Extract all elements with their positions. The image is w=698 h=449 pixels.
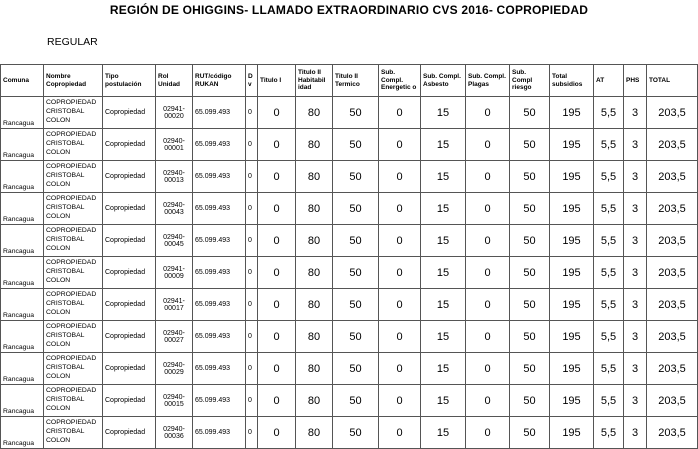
cell-energ: 0 [379,257,421,289]
cell-total_sub: 195 [550,321,594,353]
cell-t2h: 80 [296,289,333,321]
cell-riesgo: 50 [510,97,550,129]
cell-t2t: 50 [333,257,379,289]
cell-t2h: 80 [296,161,333,193]
section-subtitle: REGULAR [47,36,98,48]
table-row [1,129,698,161]
cell-rol: 02940-00013 [156,161,193,193]
cell-at: 5,5 [594,257,624,289]
cell-rut: 65.099.493 [193,321,246,353]
cell-dv: 0 [246,385,258,417]
header-cell: Titulo II Habitabil idad [296,65,333,97]
cell-energ: 0 [379,353,421,385]
cell-t2t: 50 [333,129,379,161]
cell-total: 203,5 [647,353,698,385]
cell-nombre: COPROPIEDAD CRISTOBAL COLON [44,353,103,385]
cell-rut: 65.099.493 [193,353,246,385]
cell-riesgo: 50 [510,257,550,289]
cell-rut: 65.099.493 [193,225,246,257]
cell-phs: 3 [624,321,647,353]
cell-total_sub: 195 [550,417,594,449]
header-cell: Total subsidios [550,65,594,97]
cell-t2t: 50 [333,161,379,193]
cell-total: 203,5 [647,193,698,225]
cell-energ: 0 [379,97,421,129]
cell-total_sub: 195 [550,193,594,225]
cell-tipo: Copropiedad [103,129,156,161]
cell-rol: 02940-00027 [156,321,193,353]
cell-plagas: 0 [466,353,510,385]
cell-at: 5,5 [594,193,624,225]
cell-nombre: COPROPIEDAD CRISTOBAL COLON [44,289,103,321]
cell-phs: 3 [624,353,647,385]
cell-tipo: Copropiedad [103,385,156,417]
cell-dv: 0 [246,353,258,385]
table-row [1,385,698,417]
cell-comuna: Rancagua [1,129,44,161]
cell-comuna: Rancagua [1,193,44,225]
cell-tipo: Copropiedad [103,225,156,257]
cell-rut: 65.099.493 [193,97,246,129]
cell-total: 203,5 [647,257,698,289]
header-cell: AT [594,65,624,97]
cell-riesgo: 50 [510,289,550,321]
cell-t1: 0 [258,417,296,449]
cell-dv: 0 [246,321,258,353]
cell-phs: 3 [624,225,647,257]
cell-riesgo: 50 [510,225,550,257]
cell-t2h: 80 [296,321,333,353]
header-cell: Titulo II Termico [333,65,379,97]
cell-rut: 65.099.493 [193,289,246,321]
cell-t1: 0 [258,385,296,417]
cell-energ: 0 [379,161,421,193]
cell-dv: 0 [246,129,258,161]
subsidy-table [0,64,698,449]
table-row [1,161,698,193]
cell-comuna: Rancagua [1,417,44,449]
cell-plagas: 0 [466,193,510,225]
cell-total: 203,5 [647,225,698,257]
cell-tipo: Copropiedad [103,417,156,449]
cell-at: 5,5 [594,225,624,257]
cell-total: 203,5 [647,161,698,193]
cell-plagas: 0 [466,417,510,449]
cell-nombre: COPROPIEDAD CRISTOBAL COLON [44,385,103,417]
cell-energ: 0 [379,129,421,161]
cell-phs: 3 [624,289,647,321]
cell-comuna: Rancagua [1,257,44,289]
table-body [1,97,698,449]
header-cell: Nombre Copropiedad [44,65,103,97]
cell-plagas: 0 [466,161,510,193]
cell-rol: 02941-00017 [156,289,193,321]
cell-t1: 0 [258,289,296,321]
cell-t1: 0 [258,257,296,289]
cell-total: 203,5 [647,129,698,161]
cell-t2t: 50 [333,417,379,449]
cell-t2h: 80 [296,129,333,161]
cell-rut: 65.099.493 [193,129,246,161]
cell-rol: 02941-00020 [156,97,193,129]
cell-riesgo: 50 [510,129,550,161]
cell-total_sub: 195 [550,129,594,161]
cell-t1: 0 [258,225,296,257]
cell-tipo: Copropiedad [103,321,156,353]
cell-nombre: COPROPIEDAD CRISTOBAL COLON [44,97,103,129]
cell-plagas: 0 [466,225,510,257]
cell-t1: 0 [258,161,296,193]
cell-asbesto: 15 [421,161,466,193]
cell-riesgo: 50 [510,385,550,417]
cell-rut: 65.099.493 [193,257,246,289]
header-cell: TOTAL [647,65,698,97]
cell-phs: 3 [624,385,647,417]
cell-phs: 3 [624,193,647,225]
cell-nombre: COPROPIEDAD CRISTOBAL COLON [44,193,103,225]
cell-tipo: Copropiedad [103,161,156,193]
cell-asbesto: 15 [421,417,466,449]
cell-comuna: Rancagua [1,353,44,385]
cell-at: 5,5 [594,161,624,193]
cell-energ: 0 [379,193,421,225]
cell-asbesto: 15 [421,353,466,385]
cell-riesgo: 50 [510,417,550,449]
cell-phs: 3 [624,161,647,193]
cell-rol: 02940-00045 [156,225,193,257]
header-cell: Titulo I [258,65,296,97]
table-row [1,257,698,289]
cell-total: 203,5 [647,385,698,417]
cell-t2t: 50 [333,97,379,129]
cell-total_sub: 195 [550,161,594,193]
cell-asbesto: 15 [421,321,466,353]
cell-rol: 02940-00036 [156,417,193,449]
cell-nombre: COPROPIEDAD CRISTOBAL COLON [44,257,103,289]
cell-at: 5,5 [594,353,624,385]
cell-tipo: Copropiedad [103,193,156,225]
cell-comuna: Rancagua [1,321,44,353]
cell-rut: 65.099.493 [193,417,246,449]
cell-rol: 02940-00015 [156,385,193,417]
cell-tipo: Copropiedad [103,97,156,129]
cell-at: 5,5 [594,129,624,161]
cell-rol: 02940-00043 [156,193,193,225]
cell-dv: 0 [246,257,258,289]
cell-riesgo: 50 [510,161,550,193]
cell-asbesto: 15 [421,97,466,129]
cell-at: 5,5 [594,97,624,129]
cell-energ: 0 [379,385,421,417]
cell-asbesto: 15 [421,193,466,225]
cell-at: 5,5 [594,289,624,321]
header-cell: Tipo postulación [103,65,156,97]
cell-rut: 65.099.493 [193,193,246,225]
cell-t2h: 80 [296,97,333,129]
cell-phs: 3 [624,97,647,129]
cell-nombre: COPROPIEDAD CRISTOBAL COLON [44,161,103,193]
cell-plagas: 0 [466,385,510,417]
cell-asbesto: 15 [421,225,466,257]
cell-phs: 3 [624,129,647,161]
header-cell: D v [246,65,258,97]
cell-tipo: Copropiedad [103,353,156,385]
cell-t2t: 50 [333,289,379,321]
cell-nombre: COPROPIEDAD CRISTOBAL COLON [44,129,103,161]
cell-phs: 3 [624,257,647,289]
cell-total_sub: 195 [550,225,594,257]
header-cell: PHS [624,65,647,97]
cell-rol: 02940-00001 [156,129,193,161]
cell-energ: 0 [379,225,421,257]
cell-t2h: 80 [296,417,333,449]
cell-t1: 0 [258,353,296,385]
cell-t2t: 50 [333,385,379,417]
header-cell: Comuna [1,65,44,97]
cell-t2h: 80 [296,257,333,289]
cell-plagas: 0 [466,97,510,129]
cell-total: 203,5 [647,289,698,321]
cell-at: 5,5 [594,321,624,353]
table-row [1,353,698,385]
table-row [1,193,698,225]
cell-t2t: 50 [333,353,379,385]
cell-total_sub: 195 [550,257,594,289]
cell-plagas: 0 [466,129,510,161]
cell-comuna: Rancagua [1,385,44,417]
cell-dv: 0 [246,225,258,257]
header-cell: Sub. Compl. Plagas [466,65,510,97]
cell-plagas: 0 [466,257,510,289]
cell-nombre: COPROPIEDAD CRISTOBAL COLON [44,321,103,353]
cell-t1: 0 [258,97,296,129]
header-cell: RUT/código RUKAN [193,65,246,97]
cell-comuna: Rancagua [1,161,44,193]
cell-riesgo: 50 [510,321,550,353]
cell-asbesto: 15 [421,129,466,161]
cell-t2h: 80 [296,385,333,417]
cell-total: 203,5 [647,321,698,353]
cell-total_sub: 195 [550,353,594,385]
cell-t2t: 50 [333,193,379,225]
cell-t2h: 80 [296,193,333,225]
header-cell: Sub. Compl. Asbesto [421,65,466,97]
table-row [1,97,698,129]
cell-plagas: 0 [466,289,510,321]
header-cell: Rol Unidad [156,65,193,97]
cell-total_sub: 195 [550,289,594,321]
cell-t2h: 80 [296,353,333,385]
table-row [1,321,698,353]
cell-asbesto: 15 [421,257,466,289]
cell-t1: 0 [258,193,296,225]
cell-t2h: 80 [296,225,333,257]
cell-nombre: COPROPIEDAD CRISTOBAL COLON [44,225,103,257]
cell-total: 203,5 [647,97,698,129]
cell-total_sub: 195 [550,97,594,129]
table-row [1,225,698,257]
cell-asbesto: 15 [421,385,466,417]
cell-energ: 0 [379,321,421,353]
cell-rol: 02940-00029 [156,353,193,385]
cell-comuna: Rancagua [1,97,44,129]
cell-plagas: 0 [466,321,510,353]
cell-rut: 65.099.493 [193,161,246,193]
cell-rut: 65.099.493 [193,385,246,417]
cell-comuna: Rancagua [1,225,44,257]
cell-total: 203,5 [647,417,698,449]
cell-t2t: 50 [333,321,379,353]
cell-dv: 0 [246,417,258,449]
cell-riesgo: 50 [510,193,550,225]
cell-tipo: Copropiedad [103,289,156,321]
cell-tipo: Copropiedad [103,257,156,289]
cell-t1: 0 [258,321,296,353]
cell-dv: 0 [246,161,258,193]
table-row [1,417,698,449]
cell-dv: 0 [246,193,258,225]
header-cell: Sub. Compl riesgo [510,65,550,97]
cell-t2t: 50 [333,225,379,257]
cell-comuna: Rancagua [1,289,44,321]
page-title: REGIÓN DE OHIGGINS- LLAMADO EXTRAORDINARIO CVS 2016- COPROPIEDAD [109,3,589,17]
cell-energ: 0 [379,417,421,449]
cell-riesgo: 50 [510,353,550,385]
cell-asbesto: 15 [421,289,466,321]
cell-total_sub: 195 [550,385,594,417]
cell-nombre: COPROPIEDAD CRISTOBAL COLON [44,417,103,449]
cell-at: 5,5 [594,417,624,449]
cell-at: 5,5 [594,385,624,417]
header-cell: Sub. Compl. Energetic o [379,65,421,97]
table-row [1,289,698,321]
cell-t1: 0 [258,129,296,161]
cell-phs: 3 [624,417,647,449]
header-row [1,65,698,97]
cell-dv: 0 [246,289,258,321]
cell-rol: 02941-00009 [156,257,193,289]
cell-energ: 0 [379,289,421,321]
cell-dv: 0 [246,97,258,129]
